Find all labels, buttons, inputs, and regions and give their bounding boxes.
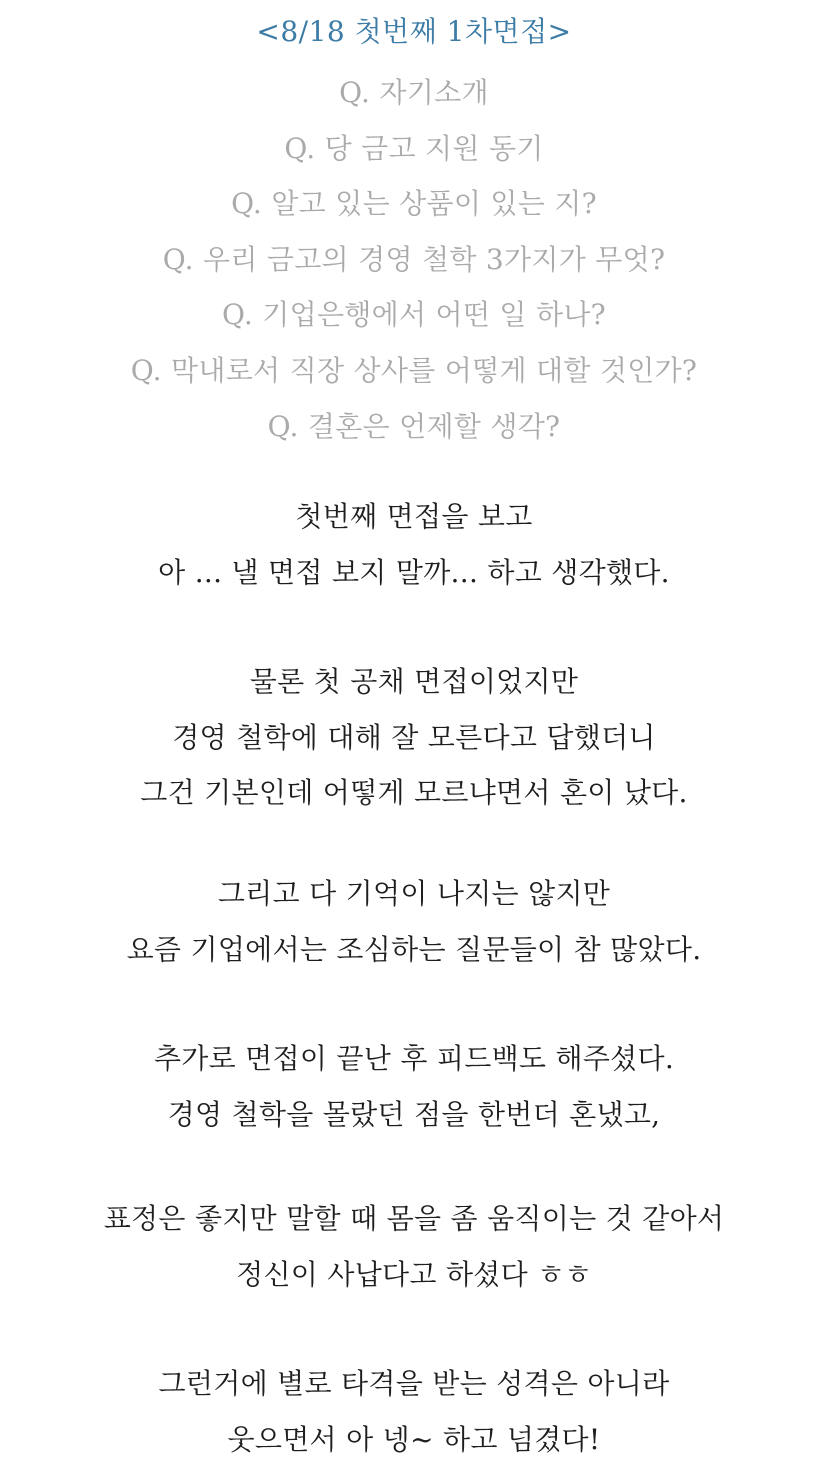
paragraph-feedback: [0, 1031, 828, 1142]
paragraph-line: 추가로 면접이 끝난 후 피드백도 해주셨다.: [153, 1042, 675, 1075]
question-item: Q. 자기소개: [339, 76, 489, 109]
question-item: Q. 당 금고 지원 동기: [284, 131, 544, 165]
paragraph-first-impression: [0, 489, 828, 600]
paragraph-line: 웃으면서 아 넹~ 하고 넘겼다!: [227, 1422, 601, 1456]
paragraph-line: 아 ... 낼 면접 보지 말까... 하고 생각했다.: [158, 555, 670, 589]
paragraph-line: 요즘 기업에서는 조심하는 질문들이 참 많았다.: [126, 932, 702, 966]
question-item: Q. 우리 금고의 경영 철학 3가지가 무엇?: [162, 242, 666, 276]
interview-heading: <8/18 첫번째 1차면접>: [256, 15, 572, 48]
paragraph-line: 표정은 좋지만 말할 때 몸을 좀 움직이는 것 같아서: [103, 1202, 725, 1235]
paragraph-line: 경영 철학에 대해 잘 모른다고 답했더니: [172, 720, 656, 754]
question-item: Q. 알고 있는 상품이 있는 지?: [231, 187, 597, 221]
paragraph-expression: [0, 1191, 828, 1302]
paragraph-line: 물론 첫 공채 면접이었지만: [249, 665, 579, 698]
paragraph-line: 정신이 사납다고 하셨다 ㅎㅎ: [236, 1257, 592, 1291]
paragraph-line: 그건 기본인데 어떻게 모르냐면서 혼이 났다.: [140, 776, 688, 809]
paragraph-reaction: [0, 1356, 828, 1467]
paragraph-line: 경영 철학을 몰랐던 점을 한번더 혼냈고,: [167, 1097, 661, 1131]
question-item: Q. 결혼은 언제할 생각?: [267, 409, 561, 443]
paragraph-line: 그리고 다 기억이 나지는 않지만: [217, 877, 611, 910]
question-item: Q. 막내로서 직장 상사를 어떻게 대할 것인가?: [130, 353, 698, 387]
paragraph-scolded: [0, 654, 828, 821]
paragraph-line: 첫번째 면접을 보고: [295, 500, 533, 533]
question-item: Q. 기업은행에서 어떤 일 하나?: [221, 298, 606, 332]
paragraph-questions-note: [0, 866, 828, 977]
paragraph-line: 그런거에 별로 타격을 받는 성격은 아니라: [158, 1367, 670, 1400]
question-list: [0, 65, 828, 454]
